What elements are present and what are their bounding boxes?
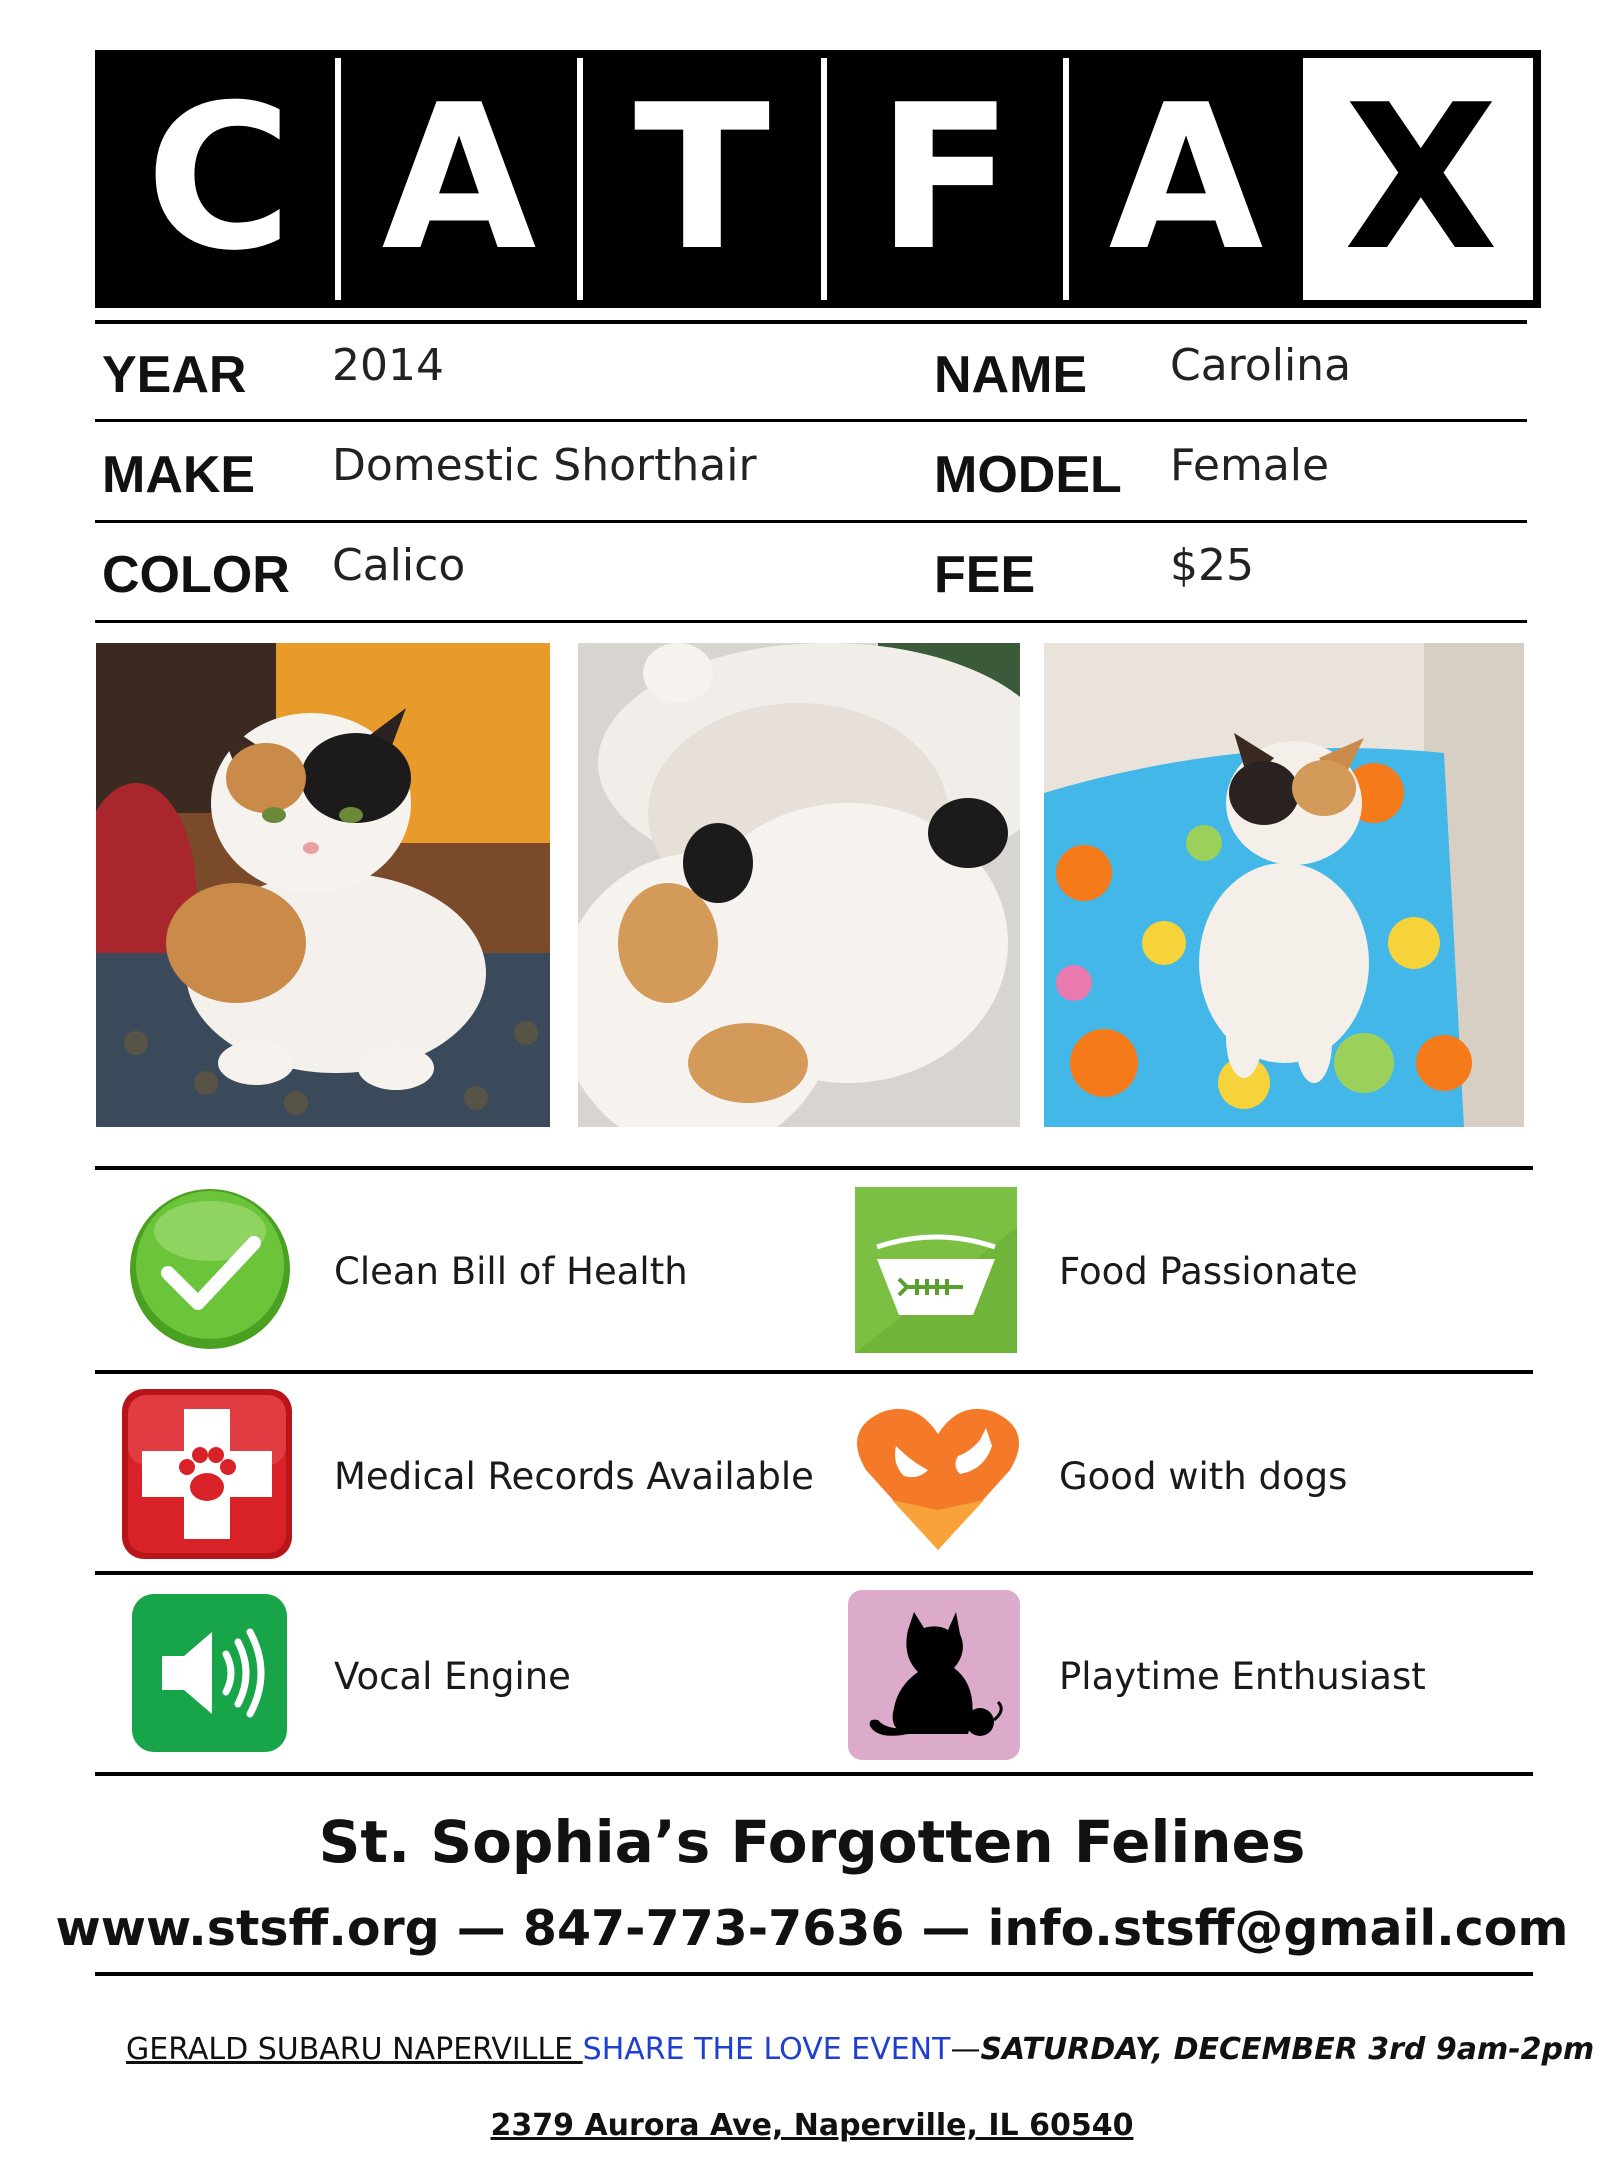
fee-value: $25 xyxy=(1170,540,1254,591)
banner-letter-a2: A xyxy=(1108,62,1264,295)
event-title: SHARE THE LOVE EVENT xyxy=(582,2032,951,2067)
rule xyxy=(95,1972,1533,1976)
feature-label: Vocal Engine xyxy=(334,1655,571,1698)
color-label: COLOR xyxy=(102,546,290,604)
make-label: MAKE xyxy=(102,446,256,504)
feature-label: Food Passionate xyxy=(1059,1250,1358,1293)
rule xyxy=(95,620,1527,623)
event-date: SATURDAY, DECEMBER 3rd 9am-2pm xyxy=(980,2032,1595,2067)
cat-photo-sleeping-in-bed xyxy=(578,643,1020,1127)
event-line xyxy=(126,2032,1594,2067)
year-label: YEAR xyxy=(102,346,247,404)
rule xyxy=(95,1166,1533,1170)
rule xyxy=(95,320,1527,324)
banner-letter-f: F xyxy=(876,62,1014,295)
color-value: Calico xyxy=(332,540,466,591)
fee-label: FEE xyxy=(934,546,1036,604)
rule xyxy=(95,1370,1533,1374)
speaker-icon xyxy=(132,1594,287,1752)
name-value: Carolina xyxy=(1170,340,1352,391)
event-address: 2379 Aurora Ave, Naperville, IL 60540 xyxy=(490,2108,1134,2143)
feature-label: Good with dogs xyxy=(1059,1455,1348,1498)
contact-line[interactable]: www.stsff.org — 847-773-7636 — info.stsff@gmail.com xyxy=(55,1900,1569,1957)
feature-label: Medical Records Available xyxy=(334,1455,814,1498)
model-value: Female xyxy=(1170,440,1330,491)
banner-letter-t: T xyxy=(633,62,771,295)
feature-label: Clean Bill of Health xyxy=(334,1250,688,1293)
cat-photo-on-rug xyxy=(96,643,550,1127)
rule xyxy=(95,520,1527,523)
rule xyxy=(95,419,1527,422)
banner-letter-x: X xyxy=(1309,58,1533,300)
model-label: MODEL xyxy=(934,446,1122,504)
feature-label: Playtime Enthusiast xyxy=(1059,1655,1426,1698)
checkmark-icon xyxy=(126,1185,294,1353)
name-label: NAME xyxy=(934,346,1088,404)
banner-letter-c: C xyxy=(145,62,293,295)
catfax-banner xyxy=(95,50,1541,308)
banner-letter-a: A xyxy=(381,62,537,295)
event-dash: — xyxy=(950,2032,981,2067)
food-bowl-icon xyxy=(855,1187,1017,1353)
cat-photo-on-floral-blanket xyxy=(1044,643,1524,1127)
rule xyxy=(95,1772,1533,1776)
year-value: 2014 xyxy=(332,340,444,391)
medical-cross-paw-icon xyxy=(120,1387,294,1561)
dog-cat-heart-icon xyxy=(852,1400,1024,1555)
rule xyxy=(95,1571,1533,1575)
org-name: St. Sophia’s Forgotten Felines xyxy=(318,1808,1306,1876)
make-value: Domestic Shorthair xyxy=(332,440,757,491)
event-host: GERALD SUBARU NAPERVILLE xyxy=(126,2032,583,2067)
kitten-yarn-icon xyxy=(848,1590,1020,1760)
